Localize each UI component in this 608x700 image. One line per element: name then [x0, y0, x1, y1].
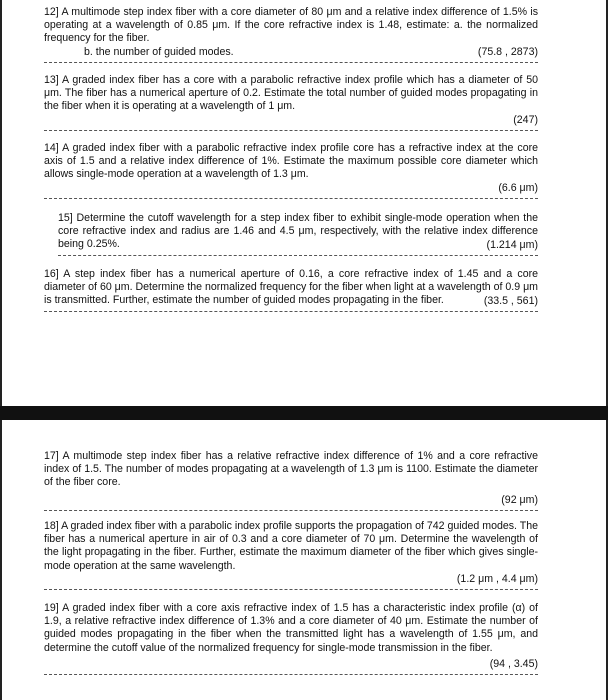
divider [44, 589, 538, 590]
question-13 [44, 74, 538, 131]
question-text: A graded index fiber with a parabolic index profile supports the propagation of 742 guided modes. The fiber has a numerical aperture in air of 0.3 and a core diameter of 70 μm. Determine the wavelength of the light propagating in the fiber. Further, estimate the maximum diameter of the fiber which gives single-mode operation at the same wavelength. [44, 520, 539, 572]
question-answer: (75.8 , 2873) [477, 45, 538, 58]
divider [44, 674, 538, 675]
question-number: 17] [44, 450, 59, 462]
question-17 [44, 450, 538, 511]
question-14 [44, 142, 538, 199]
question-text: Determine the cutoff wavelength for a step index fiber to exhibit single-mode operation when the core refractive index and radius are 1.46 and 4.5 μm, respectively, with the relative index difference being 0.25%. [58, 212, 539, 251]
divider [44, 62, 538, 63]
question-number: 15] [58, 212, 73, 224]
question-answer: (33.5 , 561) [483, 294, 538, 307]
divider [44, 510, 538, 511]
divider [58, 255, 538, 256]
question-subpart: b. the number of guided modes. [84, 45, 234, 58]
question-text: A multimode step index fiber with a core diameter of 80 μm and a relative index difference of 1.5% is operating at a wavelength of 0.85 μm. If the core refractive index is 1.48, estimate: a. the normalized frequency for the fiber. [44, 6, 539, 45]
question-text: A graded index fiber with a core axis refractive index of 1.5 has a characteristic index profile (α) of 1.9, a relative refractive index difference of 1.3% and a core diameter of 40 μm. Estimate the number of guided modes propagating in the fiber when the transmitted light has a wavelength of 1.55 μm, and determine the cutoff value of the normalized frequency for single-mode transmission in the fiber. [44, 602, 538, 654]
question-answer: (92 μm) [501, 493, 538, 506]
divider [44, 198, 538, 199]
question-15 [58, 212, 538, 256]
question-answer: (94 , 3.45) [489, 657, 538, 670]
page-border-left [0, 420, 2, 700]
question-number: 14] [44, 142, 59, 154]
question-text: A multimode step index fiber has a relative refractive index difference of 1% and a core refractive index of 1.5. The number of modes propagating at a wavelength of 1.3 μm is 1100. Estimate the diameter of the fiber core. [44, 450, 538, 489]
question-number: 19] [44, 602, 59, 614]
question-number: 16] [44, 268, 59, 280]
question-number: 18] [44, 520, 59, 532]
question-answer: (247) [513, 113, 538, 126]
question-text: A graded index fiber with a parabolic refractive index profile core has a refractive index at the core axis of 1.5 and a relative index difference of 1%. Estimate the maximum possible core diameter which allows single-mode operation at a wavelength of 1.3 μm. [44, 142, 538, 181]
question-text: A graded index fiber has a core with a parabolic refractive index profile which has a diameter of 50 μm. The fiber has a numerical aperture of 0.2. Estimate the total number of guided modes propagating in the fiber when it is operating at a wavelength of 1 μm. [44, 74, 539, 113]
page-border-left [0, 0, 2, 406]
question-number: 13] [44, 74, 59, 86]
question-number: 12] [44, 6, 59, 18]
worksheet-page-2 [0, 420, 608, 700]
question-16 [44, 268, 538, 312]
question-answer: (1.214 μm) [486, 238, 538, 251]
question-text: A step index fiber has a numerical aperture of 0.16, a core refractive index of 1.45 and a core diameter of 60 μm. Determine the normalized frequency for the fiber when light at a wavelength of 0.9 μm is transmitted. Further, estimate the number of guided modes propagating in the fiber. [44, 268, 539, 307]
question-answer: (6.6 μm) [498, 181, 538, 194]
question-answer: (1.2 μm , 4.4 μm) [456, 572, 538, 585]
question-19 [44, 602, 538, 675]
question-18 [44, 520, 538, 590]
page-gap [0, 406, 608, 420]
divider [44, 130, 538, 131]
question-12 [44, 6, 538, 63]
divider [44, 311, 538, 312]
